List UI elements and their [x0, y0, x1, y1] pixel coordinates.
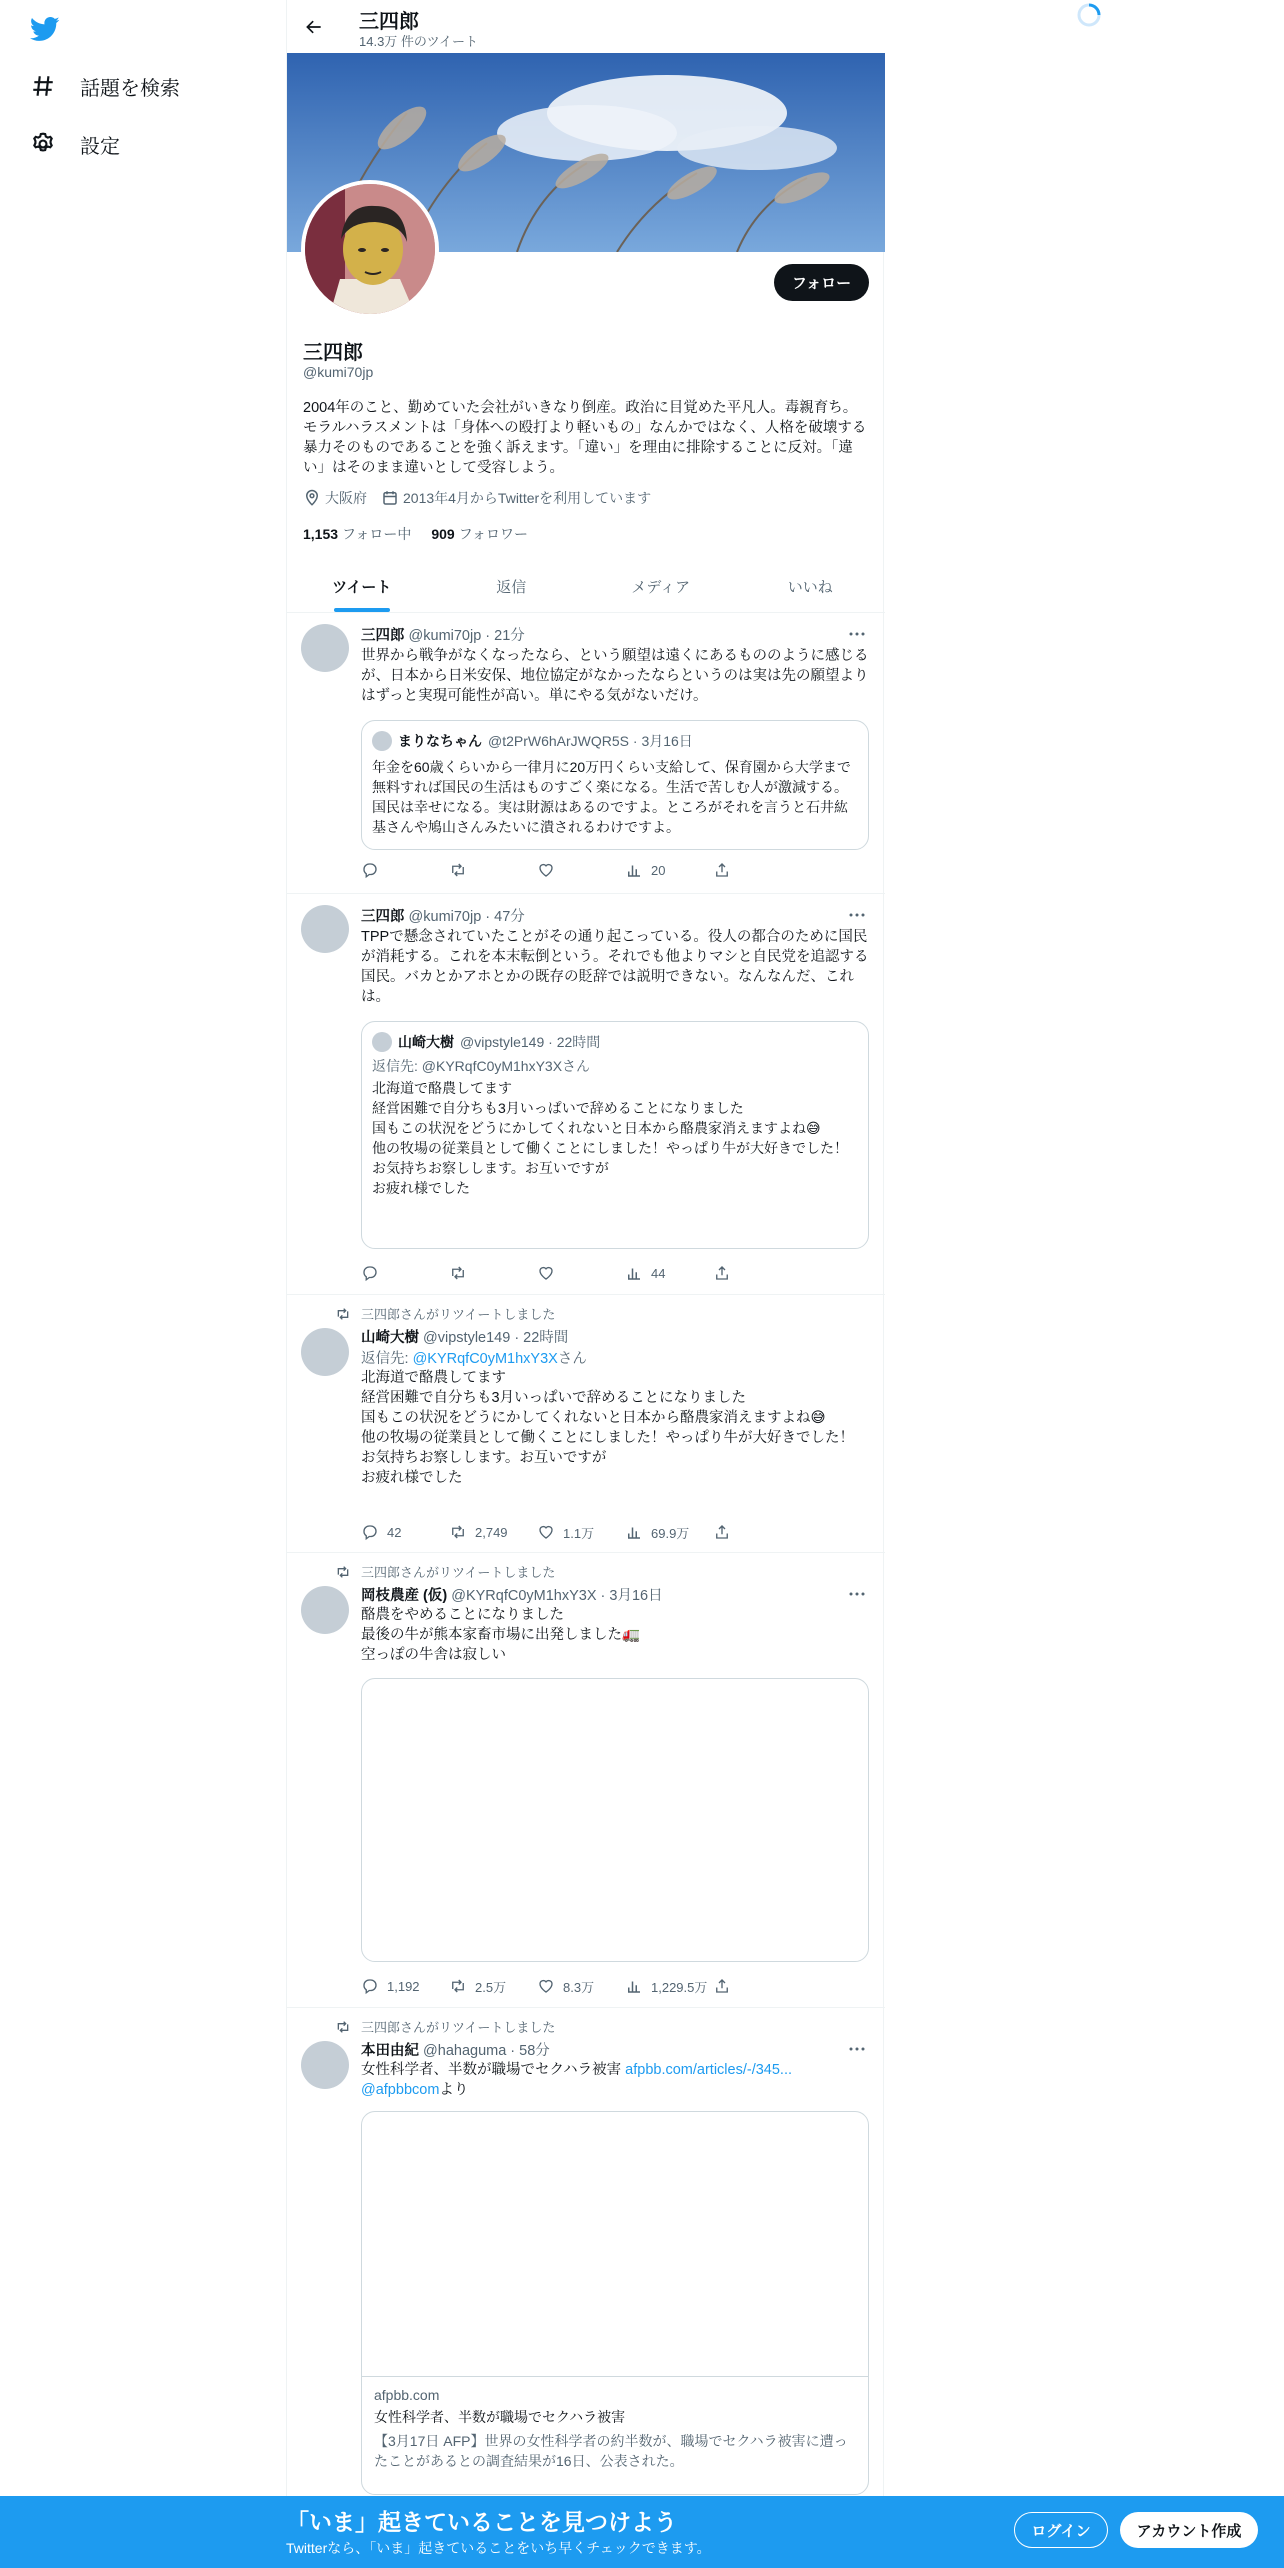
signup-prompt-bar — [0, 2496, 1284, 2568]
tweet-header — [361, 624, 525, 645]
tweet-author-name[interactable]: 本田由紀 — [361, 2043, 419, 2059]
header-tweet-count: 14.3万 件のツイート — [359, 34, 479, 49]
bar-chart-icon — [625, 1977, 643, 1995]
retweet-icon — [449, 861, 467, 879]
tweet-avatar[interactable] — [301, 624, 349, 672]
retweet-indicator — [335, 1562, 555, 1581]
views-count: 1,229.5万 — [651, 1979, 708, 1995]
link-card[interactable] — [361, 2111, 869, 2495]
views-button[interactable] — [625, 1263, 713, 1283]
tweet-text-suffix: より — [439, 2082, 469, 2098]
retweet-indicator — [335, 2017, 555, 2036]
twitter-logo-icon[interactable] — [28, 14, 62, 44]
like-button[interactable] — [537, 860, 625, 880]
reply-button[interactable] — [361, 1522, 449, 1542]
quote-text: 年金を60歳くらいから一律月に20万円くらい支給して、保育園から大学まで無料すれば国民の生活はものすごく楽になる。生活で苦しむ人が激減する。国民は幸せになる。実は財源はあるのですよ。ところがそれを言うと石井紘基さんや鳩山さんみたいに潰されるわけですよ。 — [372, 759, 851, 835]
tweet-avatar[interactable] — [301, 1586, 349, 1634]
retweet-button[interactable] — [449, 860, 537, 880]
nav-explore-label: 話題を検索 — [80, 77, 180, 100]
nav-settings-label: 設定 — [80, 135, 120, 158]
share-button[interactable] — [713, 1976, 801, 1996]
share-icon — [713, 861, 731, 879]
reply-to — [361, 1347, 587, 1368]
profile-meta — [303, 488, 651, 508]
profile-avatar[interactable] — [301, 180, 439, 318]
calendar-icon — [381, 489, 399, 507]
profile-location-text: 大阪府 — [325, 490, 367, 506]
arrow-left-icon — [304, 17, 324, 37]
tweet-header — [361, 1326, 568, 1347]
retweet-button[interactable] — [449, 1522, 537, 1542]
tweet-link[interactable]: afpbb.com/articles/-/345... — [625, 2062, 792, 2078]
link-card-domain: afpbb.com — [374, 2387, 440, 2403]
tweet-author-meta[interactable]: @KYRqfC0yM1hxY3X · 3月16日 — [451, 1588, 663, 1604]
profile-stats — [303, 524, 528, 544]
share-icon — [713, 1523, 731, 1541]
heart-icon — [537, 861, 555, 879]
tab-likes[interactable]: いいね — [787, 578, 833, 596]
views-button[interactable] — [625, 1976, 713, 1996]
nav-settings[interactable] — [30, 126, 120, 162]
reply-count: 42 — [387, 1524, 402, 1540]
tweet-text: 酪農をやめることになりました 最後の牛が熊本家畜市場に出発しました🚛 空っぽの牛舎は寂しい — [361, 1607, 641, 1663]
like-button[interactable] — [537, 1522, 625, 1542]
gear-icon — [30, 131, 56, 157]
more-options-icon[interactable] — [845, 907, 869, 923]
profile-header-bar — [287, 0, 885, 53]
retweet-indicator — [335, 1304, 555, 1323]
quote-tweet[interactable] — [361, 1021, 869, 1249]
tweet-author-meta[interactable]: @kumi70jp · 47分 — [408, 909, 525, 925]
tweet-mention[interactable]: @afpbbcom — [361, 2082, 440, 2098]
views-count: 44 — [651, 1265, 666, 1281]
like-button[interactable] — [537, 1263, 625, 1283]
tweet-3[interactable] — [287, 1296, 885, 1553]
retweet-icon — [449, 1264, 467, 1282]
profile-name: 三四郎 — [303, 342, 363, 364]
reply-icon — [361, 861, 379, 879]
views-button[interactable] — [625, 1522, 713, 1542]
reply-count: 1,192 — [387, 1978, 420, 1994]
tweet-text: 世界から戦争がなくなったなら、という願望は遠くにあるもののように感じるが、日本から日米安保、地位協定がなかったならというのは実は先の願望よりはずっと実現可能性が高い。単にやる気がないだけ。 — [361, 648, 869, 704]
profile-handle: @kumi70jp — [303, 364, 374, 380]
bar-chart-icon — [625, 1523, 643, 1541]
tweet-5[interactable] — [287, 2009, 885, 2509]
tab-replies[interactable]: 返信 — [496, 578, 527, 596]
login-button[interactable]: ログイン — [1014, 2512, 1108, 2548]
share-button[interactable] — [713, 860, 801, 880]
reply-icon — [361, 1264, 379, 1282]
share-icon — [713, 1977, 731, 1995]
header-title: 三四郎 — [359, 11, 419, 33]
retweet-icon — [335, 1564, 351, 1580]
tweet-avatar[interactable] — [301, 1328, 349, 1376]
retweet-label[interactable]: 三四郎さんがリツイートしました — [361, 1565, 556, 1580]
share-button[interactable] — [713, 1263, 801, 1283]
tweet-4[interactable] — [287, 1554, 885, 2008]
like-count: 8.3万 — [563, 1979, 595, 1995]
retweet-button[interactable] — [449, 1976, 537, 1996]
tweet-avatar[interactable] — [301, 905, 349, 953]
bar-chart-icon — [625, 1264, 643, 1282]
retweet-count: 2.5万 — [475, 1979, 507, 1995]
following-label: フォロー中 — [342, 526, 412, 542]
profile-bio: 2004年のこと、勤めていた会社がいきなり倒産。政治に目覚めた平凡人。毒親育ち。モラルハラスメントは「身体への殴打より軽いもの」なんかではなく、人格を破壊する暴力そのものであることを強く訴えます。「違い」を理由に排除することに反対。「違い」はそのまま違いとして受容しよう。 — [303, 400, 867, 476]
more-options-icon[interactable] — [845, 626, 869, 642]
profile-joined-text: 2013年4月からTwitterを利用しています — [403, 490, 652, 506]
tweet-author-name[interactable]: 岡枝農産 (仮) — [361, 1588, 448, 1604]
quote-author-name: まりなちゃん — [398, 733, 482, 749]
quote-avatar — [372, 1032, 392, 1052]
retweet-icon — [449, 1523, 467, 1541]
retweet-button[interactable] — [449, 1263, 537, 1283]
retweet-icon — [335, 2019, 351, 2035]
tab-tweets[interactable]: ツイート — [287, 560, 437, 612]
reply-button[interactable] — [361, 1976, 449, 1996]
quote-header — [372, 731, 693, 751]
quote-avatar — [372, 731, 392, 751]
back-button[interactable] — [299, 12, 329, 42]
quote-author-meta: @t2PrW6hArJWQR5S · 3月16日 — [488, 733, 693, 749]
heart-icon — [537, 1977, 555, 1995]
quote-header — [372, 1032, 600, 1052]
location-pin-icon — [303, 489, 321, 507]
tweet-text — [361, 2060, 873, 2100]
tweet-header — [361, 2039, 550, 2060]
share-button[interactable] — [713, 1522, 801, 1542]
reply-to-prefix: 返信先: — [361, 1351, 413, 1367]
reply-button[interactable] — [361, 860, 449, 880]
tweet-author-name[interactable]: 三四郎 — [361, 909, 405, 925]
following-count: 1,153 — [303, 526, 339, 542]
hashtag-icon — [30, 73, 56, 99]
more-options-icon[interactable] — [845, 2041, 869, 2057]
more-options-icon[interactable] — [845, 1586, 869, 1602]
followers-link[interactable] — [431, 524, 528, 544]
tweet-avatar[interactable] — [301, 2041, 349, 2089]
tweet-author-meta[interactable]: @hahaguma · 58分 — [423, 2043, 550, 2059]
reply-button[interactable] — [361, 1263, 449, 1283]
tab-media[interactable]: メディア — [631, 578, 691, 596]
tweet-1[interactable] — [287, 614, 885, 894]
retweet-icon — [335, 1306, 351, 1322]
tweet-text-prefix: 女性科学者、半数が職場でセクハラ被害 — [361, 2062, 626, 2078]
bar-chart-icon — [625, 861, 643, 879]
signup-prompt-subtitle: Twitterなら、「いま」起きていることをいち早くチェックできます。 — [286, 2540, 711, 2556]
tweet-header — [361, 1584, 663, 1605]
tweet-author-name[interactable]: 三四郎 — [361, 628, 405, 644]
tweet-header — [361, 905, 525, 926]
tweet-text: 北海道で酪農してます 経営困難で自分ちも3月いっぱいで辞めることになりました 国もこの状況をどうにかしてくれないと日本から酪農家消えますよね😅 他の牧場の従業員として働くことにしました！やっぱり牛が大好きでした！ お気持ちお察しします。お互いですが お疲れ様でした — [361, 1370, 854, 1486]
nav-explore[interactable] — [30, 68, 180, 104]
views-count: 69.9万 — [651, 1525, 690, 1541]
reply-icon — [361, 1523, 379, 1541]
profile-tabs — [287, 560, 885, 613]
tweet-actions — [361, 1522, 801, 1542]
profile-joined — [381, 488, 651, 508]
link-card-description: 【3月17日 AFP】世界の女性科学者の約半数が、職場でセクハラ被害に遭ったことがあるとの調査結果が16日、公表された。 — [374, 2433, 848, 2469]
tweet-author-meta[interactable]: @vipstyle149 · 22時間 — [423, 1330, 569, 1346]
retweet-label[interactable]: 三四郎さんがリツイートしました — [361, 1307, 556, 1322]
follow-button[interactable]: フォロー — [774, 264, 869, 301]
retweet-label[interactable]: 三四郎さんがリツイートしました — [361, 2020, 556, 2035]
like-count: 1.1万 — [563, 1525, 595, 1541]
tweet-author-meta[interactable]: @kumi70jp · 21分 — [408, 628, 525, 644]
views-count: 20 — [651, 862, 666, 878]
tweet-actions — [361, 1263, 801, 1283]
link-card-footer — [362, 2376, 868, 2481]
profile-location — [303, 488, 367, 508]
main-column — [286, 0, 884, 2568]
tweet-actions — [361, 860, 801, 880]
tweet-text: TPPで懸念されていたことがその通り起こっている。役人の都合のために国民が消耗する。これを本末転倒という。それでも他よりマシと自民党を追認する国民。バカとかアホとかの既存の貶辞では説明できない。なんなんだ、これは。 — [361, 929, 869, 1005]
views-button[interactable] — [625, 860, 713, 880]
quote-author-name: 山崎大樹 — [398, 1034, 454, 1050]
heart-icon — [537, 1264, 555, 1282]
following-link[interactable] — [303, 524, 411, 544]
retweet-count: 2,749 — [475, 1524, 508, 1540]
share-icon — [713, 1264, 731, 1282]
followers-label: フォロワー — [458, 526, 529, 542]
link-card-title: 女性科学者、半数が職場でセクハラ被害 — [374, 2409, 626, 2425]
reply-to-handle[interactable]: @KYRqfC0yM1hxY3X — [412, 1351, 558, 1367]
tweet-media[interactable] — [361, 1678, 869, 1962]
quote-author-meta: @vipstyle149 · 22時間 — [460, 1034, 601, 1050]
signup-prompt-title: 「いま」起きていることを見つけよう — [286, 2509, 677, 2535]
reply-icon — [361, 1977, 379, 1995]
quote-tweet[interactable] — [361, 720, 869, 850]
reply-to-suffix: さん — [557, 1351, 587, 1367]
followers-count: 909 — [431, 526, 455, 542]
quote-reply-to: 返信先: @KYRqfC0yM1hxY3Xさん — [372, 1058, 591, 1074]
loading-spinner-icon — [1076, 2, 1102, 28]
tweet-actions — [361, 1976, 801, 1996]
like-button[interactable] — [537, 1976, 625, 1996]
quote-text: 北海道で酪農してます 経営困難で自分ちも3月いっぱいで辞めることになりました 国もこの状況をどうにかしてくれないと日本から酪農家消えますよね😅 他の牧場の従業員として働くことにしました！やっぱり牛が大好きでした！ お気持ちお察しします。お互いですが お疲れ様でした — [372, 1080, 848, 1196]
heart-icon — [537, 1523, 555, 1541]
tweet-author-name[interactable]: 山崎大樹 — [361, 1330, 419, 1346]
retweet-icon — [449, 1977, 467, 1995]
signup-button[interactable]: アカウント作成 — [1120, 2512, 1258, 2548]
tweet-2[interactable] — [287, 895, 885, 1295]
